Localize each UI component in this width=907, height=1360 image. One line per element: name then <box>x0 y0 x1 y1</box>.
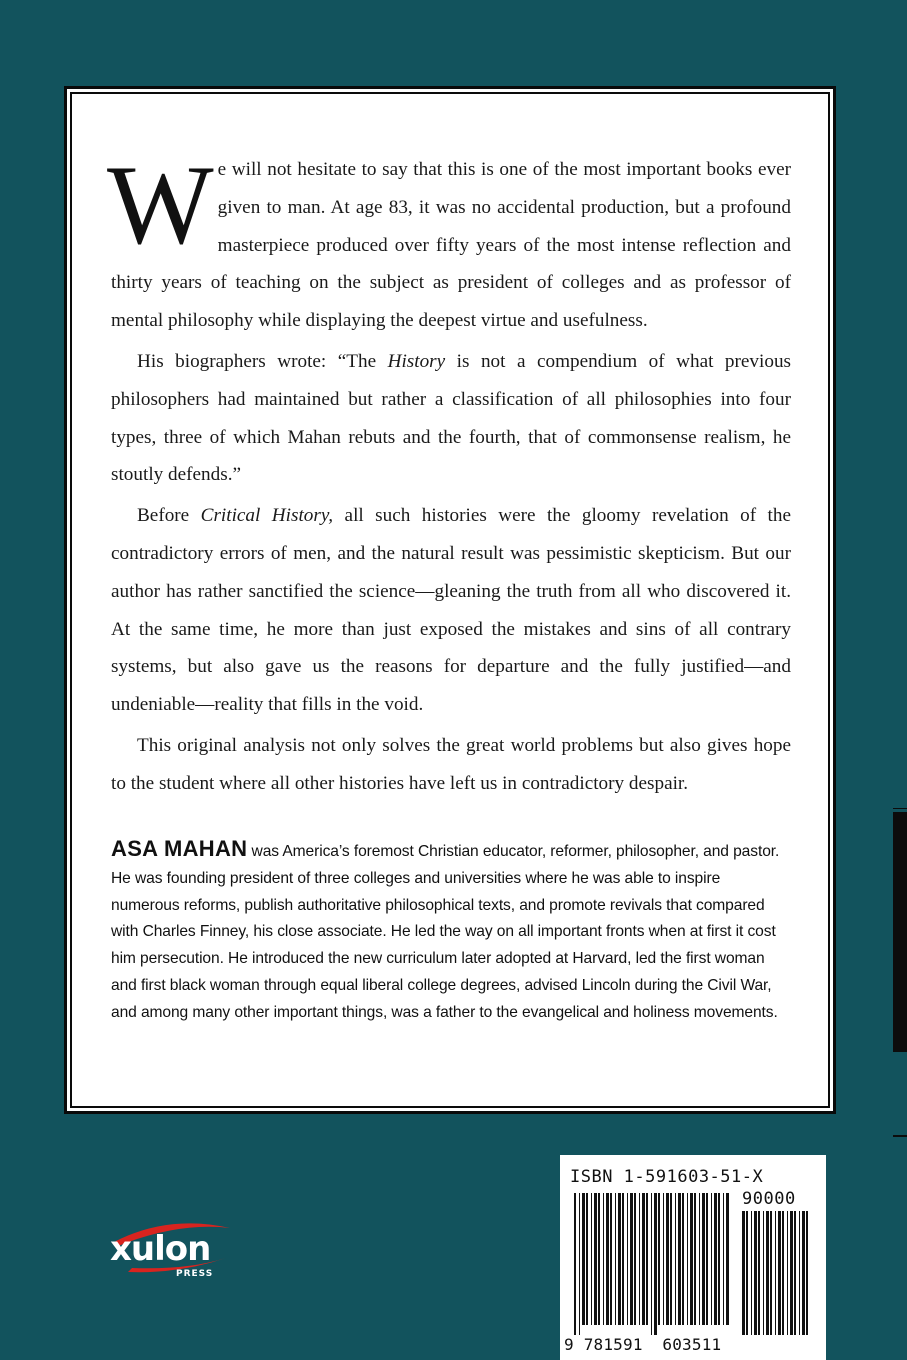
blurb-paragraph-1 <box>107 143 791 340</box>
barcode-bar <box>603 1193 604 1325</box>
barcode-bar <box>702 1193 705 1325</box>
barcode-bar <box>711 1193 712 1325</box>
blurb-p2-b: is not a compendium of what previous philosophers had maintained but rather a classification of all philosophies into four types, three of which Mahan rebuts and the fourth, that of commonsense realism, he stoutly defends.” <box>111 350 792 486</box>
blurb-text <box>107 143 792 803</box>
barcode-bar <box>579 1193 580 1335</box>
back-cover-panel <box>64 86 836 1114</box>
barcode-bar <box>742 1211 745 1335</box>
barcode-bar <box>675 1193 676 1325</box>
edge-bar <box>893 812 907 1052</box>
barcode-bar <box>782 1211 784 1335</box>
barcode-bar <box>770 1211 772 1335</box>
barcode-bar <box>718 1193 720 1325</box>
barcode-bar <box>687 1193 688 1325</box>
isbn-number: ISBN 1-591603-51-X <box>570 1167 764 1187</box>
edge-line <box>893 1135 907 1137</box>
barcode-bar <box>723 1193 724 1325</box>
barcode-bar <box>802 1211 805 1335</box>
blurb-p3-a: Before <box>137 505 201 527</box>
author-name: ASA MAHAN <box>111 836 248 861</box>
drop-cap: W <box>107 143 214 268</box>
barcode-bar <box>591 1193 592 1325</box>
barcode-bar <box>598 1193 600 1325</box>
barcode-bar <box>794 1211 796 1335</box>
barcode-bar <box>594 1193 597 1325</box>
barcode-bar <box>622 1193 624 1325</box>
barcode-bar <box>642 1193 645 1325</box>
ean-number <box>564 1335 721 1354</box>
barcode-bar <box>778 1211 781 1335</box>
barcode-bar <box>639 1193 640 1325</box>
barcode-bar <box>754 1211 757 1335</box>
ean-left-digits: 781591 <box>583 1335 643 1354</box>
addon-barcode-bars <box>742 1211 812 1335</box>
price-code: 90000 <box>742 1189 796 1209</box>
barcode-bar <box>690 1193 693 1325</box>
author-bio-text: was America’s foremost Christian educator, reformer, philosopher, and pastor. He was founding president of three colleges and universities where he was able to inspire numerous reforms, publish authoritative philosophical texts, and promote revivals that compared with Charles Finney, his close associate. He led the way on all important fronts when at first it cost him persecution. He introduced the new curriculum later adopted at Harvard, led the first woman and first black woman through equal liberal college degrees, advised Lincoln during the Civil War, and among many other important things, was a father to the evangelical and holiness movements. <box>111 843 780 1021</box>
barcode-bar <box>634 1193 636 1325</box>
ean-lead-digit: 9 <box>564 1335 574 1354</box>
barcode-bar <box>678 1193 681 1325</box>
barcode-bar <box>746 1211 748 1335</box>
author-bio <box>111 836 791 1027</box>
barcode-bar <box>663 1193 664 1325</box>
barcode-bar <box>790 1211 793 1335</box>
barcode-bar <box>694 1193 696 1325</box>
xulon-press-logo <box>108 1212 238 1280</box>
blurb-p1-text: e will not hesitate to say that this is one of the most important books ever given to man. At age 83, it was no accidental production, but a profound masterpiece produced over fifty years of the most intense reflection and thirty years of teaching on the subject as president of colleges and as professor of mental philosophy while displaying the deepest virtue and usefulness. <box>111 159 791 332</box>
blurb-paragraph-3 <box>111 497 791 724</box>
barcode-bar <box>726 1193 729 1325</box>
barcode-bar <box>806 1211 808 1335</box>
barcode-bar <box>586 1193 588 1325</box>
barcode-bar <box>574 1193 576 1335</box>
barcode-bar <box>706 1193 708 1325</box>
barcode-bar <box>610 1193 612 1325</box>
barcode-bar <box>714 1193 717 1325</box>
ean-right-digits: 603511 <box>662 1335 722 1354</box>
barcode-bar <box>775 1211 776 1335</box>
blurb-paragraph-2 <box>111 343 791 494</box>
barcode-bar <box>582 1193 585 1325</box>
barcode-bar <box>627 1193 628 1325</box>
barcode-bar <box>651 1193 652 1335</box>
barcode-bar <box>751 1211 752 1335</box>
blurb-paragraph-4: This original analysis not only solves the great world problems but also gives hope to the student where all other histories have left us in contradictory despair. <box>111 734 791 794</box>
barcode-bar <box>646 1193 648 1325</box>
blurb-p2-a: His biographers wrote: “The <box>137 350 388 372</box>
barcode-bar <box>763 1211 764 1335</box>
logo-word: xulon <box>110 1229 211 1269</box>
blurb-p2-italic: History <box>387 350 446 372</box>
barcode-bar <box>654 1193 657 1335</box>
barcode-bar <box>766 1211 769 1335</box>
barcode-bar <box>799 1211 800 1335</box>
blurb-p3-b: all such histories were the gloomy revelation of the contradictory errors of men, and the natural result was pessimistic skepticism. But our author has rather sanctified the science—gleaning the truth from all who discovered it. At the same time, he more than just exposed the mistakes and sins of all contrary systems, but also gave us the reasons for departure and the fully justified—and undeniable—reality that fills in the void. <box>111 505 791 716</box>
blurb-p3-italic: Critical History, <box>200 505 334 527</box>
ean-barcode-bars <box>574 1193 734 1335</box>
edge-mark <box>893 808 907 809</box>
barcode-bar <box>666 1193 669 1325</box>
barcode-bar <box>787 1211 788 1335</box>
barcode-bar <box>618 1193 621 1325</box>
barcode-bar <box>606 1193 609 1325</box>
barcode-bar <box>630 1193 633 1325</box>
barcode-bar <box>670 1193 672 1325</box>
barcode-bar <box>615 1193 616 1325</box>
logo-sub: PRESS <box>176 1269 214 1279</box>
barcode-bar <box>682 1193 684 1325</box>
barcode-bar <box>699 1193 700 1325</box>
isbn-barcode <box>560 1155 826 1360</box>
barcode-bar <box>758 1211 760 1335</box>
barcode-bar <box>658 1193 660 1325</box>
